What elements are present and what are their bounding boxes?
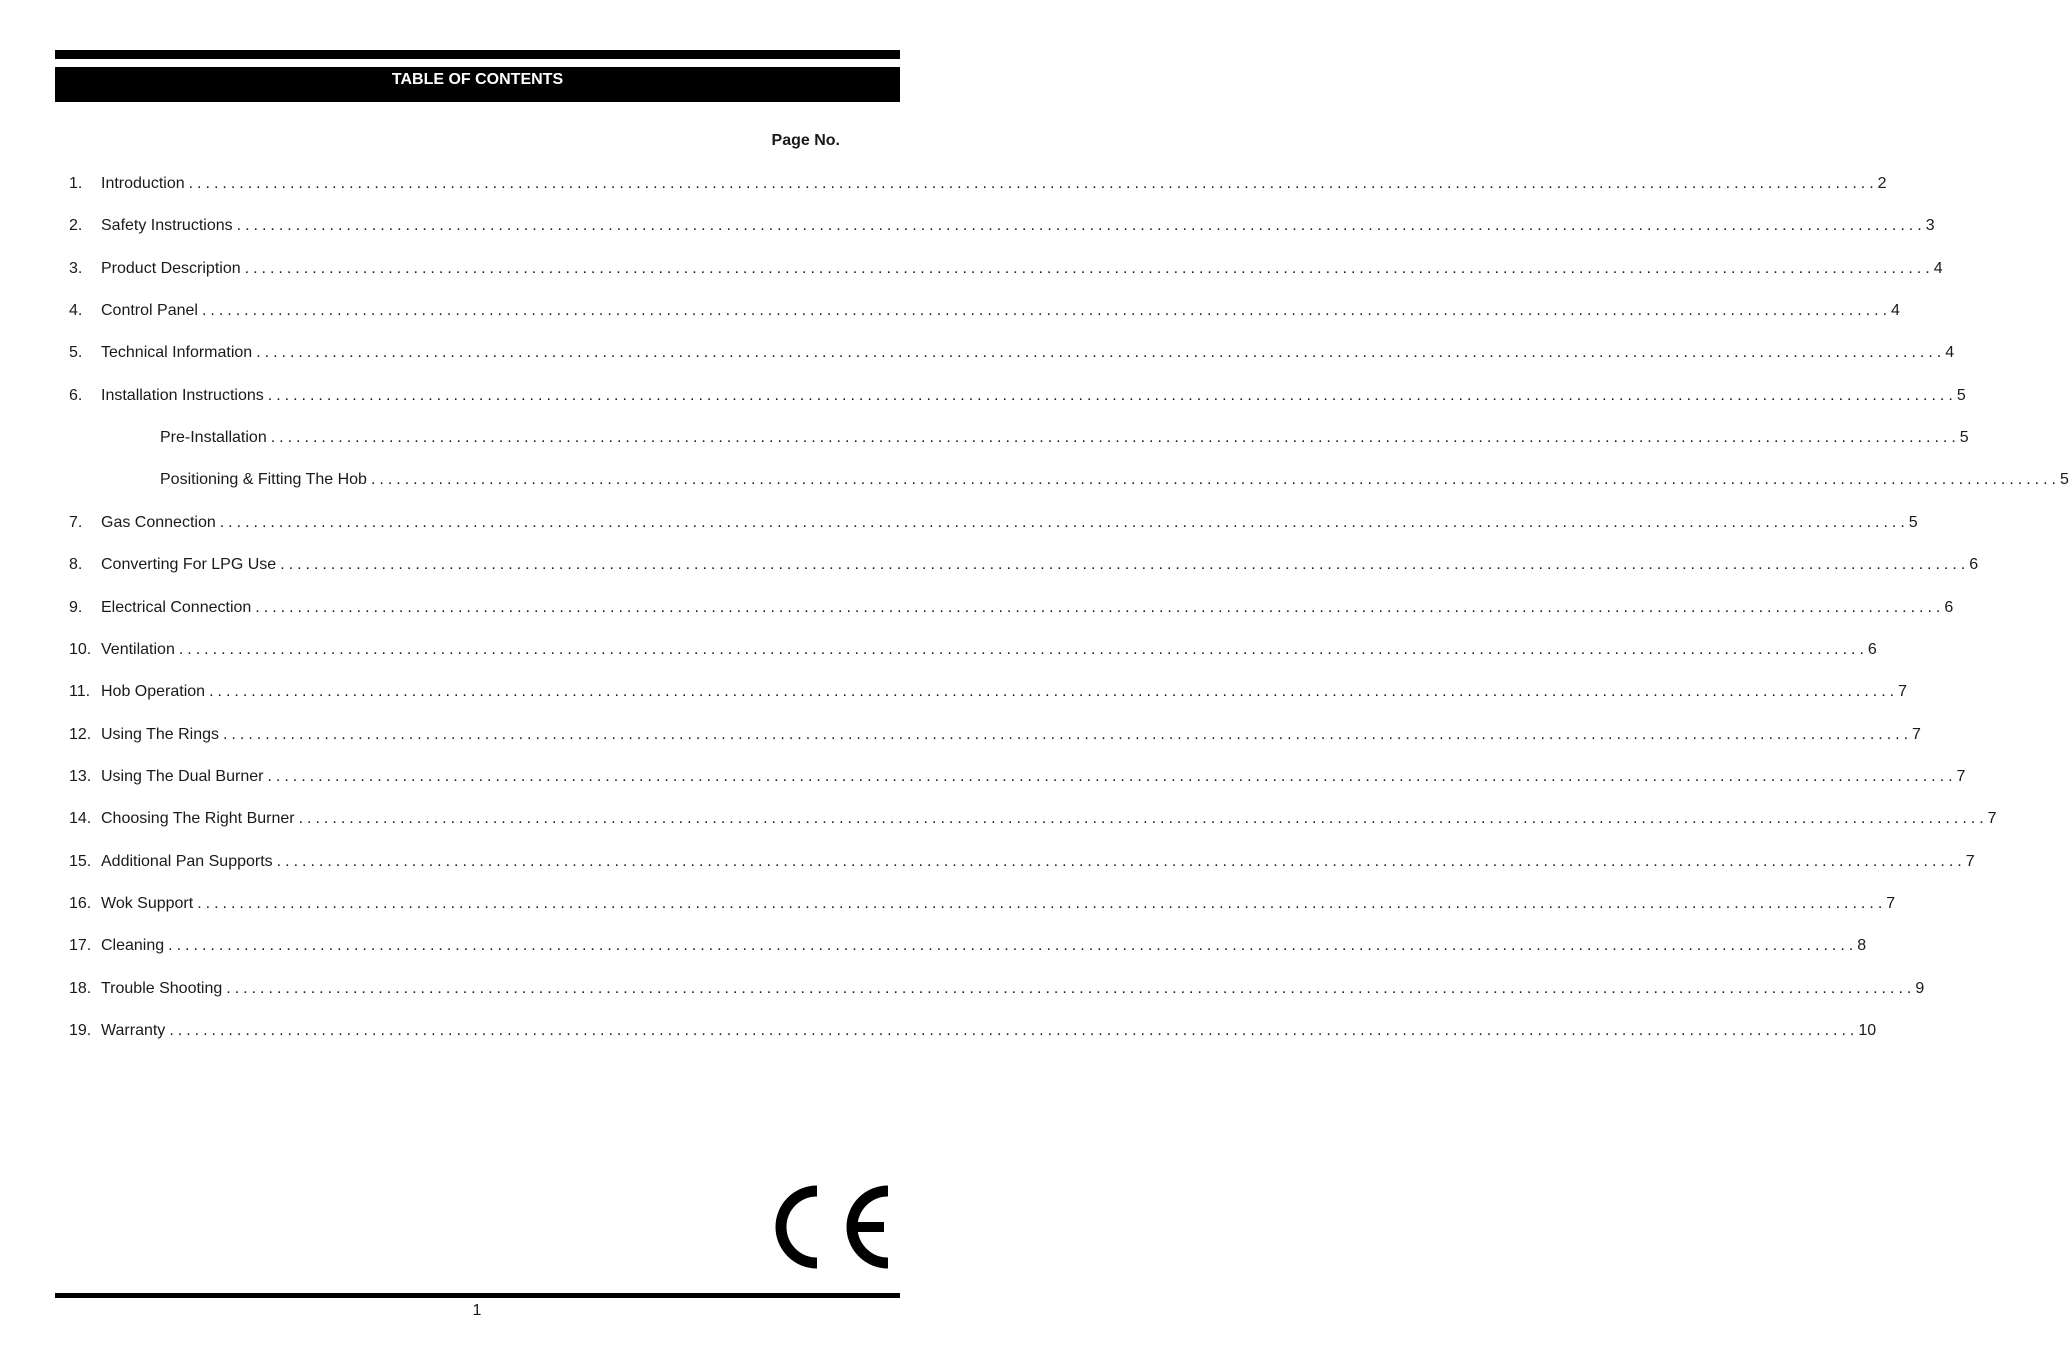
dot-leader: ........................................................................................................................................................................................................ xyxy=(280,556,1970,574)
toc-label: Product Description xyxy=(101,259,241,277)
toc-number: 10. xyxy=(69,640,92,658)
toc-number: 2. xyxy=(69,217,83,235)
toc-label: Trouble Shooting xyxy=(101,979,223,997)
toc-label: Electrical Connection xyxy=(101,598,252,616)
toc-page: 4 xyxy=(1945,344,1955,362)
dot-leader: ........................................................................................................................................................................................................ xyxy=(236,217,1926,235)
toc-page: 7 xyxy=(1898,683,1908,701)
dot-leader: ........................................................................................................................................................................................................ xyxy=(197,894,1887,912)
toc-page: 9 xyxy=(1915,979,1925,997)
toc-entry-product-description[interactable] xyxy=(69,257,1943,281)
toc-page: 2 xyxy=(1877,175,1887,192)
toc-page: 7 xyxy=(1987,810,1997,828)
toc-label: Additional Pan Supports xyxy=(101,852,273,870)
toc-entry-control-panel[interactable] xyxy=(69,299,1900,323)
toc-title: TABLE OF CONTENTS xyxy=(391,71,564,88)
toc-number: 5. xyxy=(69,344,83,362)
toc-number: 13. xyxy=(69,767,92,785)
toc-number: 17. xyxy=(69,937,92,955)
top-rule xyxy=(55,50,900,59)
dot-leader: ........................................................................................................................................................................................................ xyxy=(256,344,1946,362)
dot-leader: ........................................................................................................................................................................................................ xyxy=(267,386,1957,404)
ce-mark-icon xyxy=(776,1185,891,1269)
toc-entry-hob-operation[interactable] xyxy=(69,680,1908,704)
toc-entry-trouble-shooting[interactable] xyxy=(69,977,1925,1001)
page-no-header: Page No. xyxy=(771,132,840,149)
toc-number: 12. xyxy=(69,725,92,743)
toc-entry-installation-instructions[interactable] xyxy=(69,384,1966,408)
dot-leader: ........................................................................................................................................................................................................ xyxy=(178,640,1868,658)
toc-entry-using-the-rings[interactable] xyxy=(69,723,1921,747)
toc-number: 8. xyxy=(69,556,83,574)
toc-label: Wok Support xyxy=(101,894,194,912)
dot-leader: ........................................................................................................................................................................................................ xyxy=(255,598,1945,616)
toc-page: 7 xyxy=(1912,725,1921,743)
dot-leader: ........................................................................................................................................................................................................ xyxy=(209,683,1899,701)
dot-leader: ........................................................................................................................................................................................................ xyxy=(370,471,2060,489)
toc-label: Warranty xyxy=(101,1022,166,1039)
toc-number: 15. xyxy=(69,852,92,870)
bottom-rule xyxy=(55,1293,900,1298)
toc-number: 7. xyxy=(69,513,83,531)
toc-number: 11. xyxy=(69,683,91,701)
toc-page: 7 xyxy=(1956,767,1966,785)
toc-entry-pre-installation[interactable] xyxy=(160,426,1969,450)
toc-page: 5 xyxy=(1959,429,1969,447)
toc-entry-warranty[interactable] xyxy=(69,1019,1877,1043)
toc-entry-choosing-burner[interactable] xyxy=(69,807,1997,831)
dot-leader: ........................................................................................................................................................................................................ xyxy=(168,937,1858,955)
toc-label: Positioning & Fitting The Hob xyxy=(160,471,367,489)
dot-leader: ........................................................................................................................................................................................................ xyxy=(267,767,1957,785)
toc-number: 4. xyxy=(69,302,83,320)
toc-entry-ventilation[interactable] xyxy=(69,638,1877,662)
dot-leader: ........................................................................................................................................................................................................ xyxy=(201,302,1892,320)
toc-label: Choosing The Right Burner xyxy=(101,810,295,828)
toc-label: Pre-Installation xyxy=(160,429,267,447)
toc-number: 19. xyxy=(69,1022,92,1039)
toc-page: 6 xyxy=(1944,598,1954,616)
toc-page: 4 xyxy=(1891,302,1900,320)
toc-number: 14. xyxy=(69,810,92,828)
toc-entry-electrical-connection[interactable] xyxy=(69,596,1954,620)
page-number: 1 xyxy=(472,1302,482,1319)
toc-label: Gas Connection xyxy=(101,513,216,531)
toc-entry-safety-instructions[interactable] xyxy=(69,214,1935,238)
dot-leader: ........................................................................................................................................................................................................ xyxy=(276,852,1966,870)
toc-number: 3. xyxy=(69,259,83,277)
dot-leader: ........................................................................................................................................................................................................ xyxy=(298,810,1988,828)
toc-label: Using The Dual Burner xyxy=(101,767,264,785)
toc-page: 6 xyxy=(1867,640,1877,658)
toc-entry-cleaning[interactable] xyxy=(69,934,1867,958)
toc-number: 1. xyxy=(69,175,83,192)
toc-number: 6. xyxy=(69,386,83,404)
dot-leader: ........................................................................................................................................................................................................ xyxy=(270,429,1960,447)
toc-label: Hob Operation xyxy=(101,683,206,701)
toc-page: 5 xyxy=(1908,513,1918,531)
toc-entry-positioning-fitting[interactable] xyxy=(160,468,2069,492)
toc-label: Cleaning xyxy=(101,937,165,955)
dot-leader: ........................................................................................................................................................................................................ xyxy=(169,1022,1859,1039)
dot-leader: ........................................................................................................................................................................................................ xyxy=(226,979,1916,997)
dot-leader: ........................................................................................................................................................................................................ xyxy=(219,513,1909,531)
toc-page: 3 xyxy=(1925,217,1935,235)
dot-leader: ........................................................................................................................................................................................................ xyxy=(188,175,1878,192)
toc-page: 4 xyxy=(1933,259,1943,277)
toc-entry-introduction[interactable] xyxy=(69,172,1887,196)
toc-label: Installation Instructions xyxy=(101,386,264,404)
toc-label: Technical Information xyxy=(101,344,253,362)
toc-entry-technical-information[interactable] xyxy=(69,341,1955,365)
toc-page: 7 xyxy=(1965,852,1975,870)
toc-page: 8 xyxy=(1857,937,1867,955)
toc-entry-gas-connection[interactable] xyxy=(69,511,1918,535)
toc-number: 16. xyxy=(69,894,92,912)
toc-number: 9. xyxy=(69,598,83,616)
toc-number: 18. xyxy=(69,979,92,997)
toc-label: Using The Rings xyxy=(101,725,219,743)
toc-label: Introduction xyxy=(101,175,185,192)
toc-label: Safety Instructions xyxy=(101,217,233,235)
toc-label: Converting For LPG Use xyxy=(101,556,277,574)
toc-page: 6 xyxy=(1969,556,1979,574)
toc-label: Control Panel xyxy=(101,302,198,320)
toc-entry-converting-lpg[interactable] xyxy=(69,553,1979,577)
toc-page: 7 xyxy=(1886,894,1896,912)
dot-leader: ........................................................................................................................................................................................................ xyxy=(244,259,1934,277)
toc-page: 5 xyxy=(2060,471,2069,489)
toc-page: 10 xyxy=(1858,1022,1877,1039)
dot-leader: ........................................................................................................................................................................................................ xyxy=(222,725,1913,743)
toc-page: 5 xyxy=(1956,386,1966,404)
toc-entry-wok-support[interactable] xyxy=(69,892,1896,916)
toc-entry-dual-burner[interactable] xyxy=(69,765,1966,789)
toc-label: Ventilation xyxy=(101,640,175,658)
title-bar xyxy=(55,67,900,102)
toc-entry-pan-supports[interactable] xyxy=(69,850,1975,874)
